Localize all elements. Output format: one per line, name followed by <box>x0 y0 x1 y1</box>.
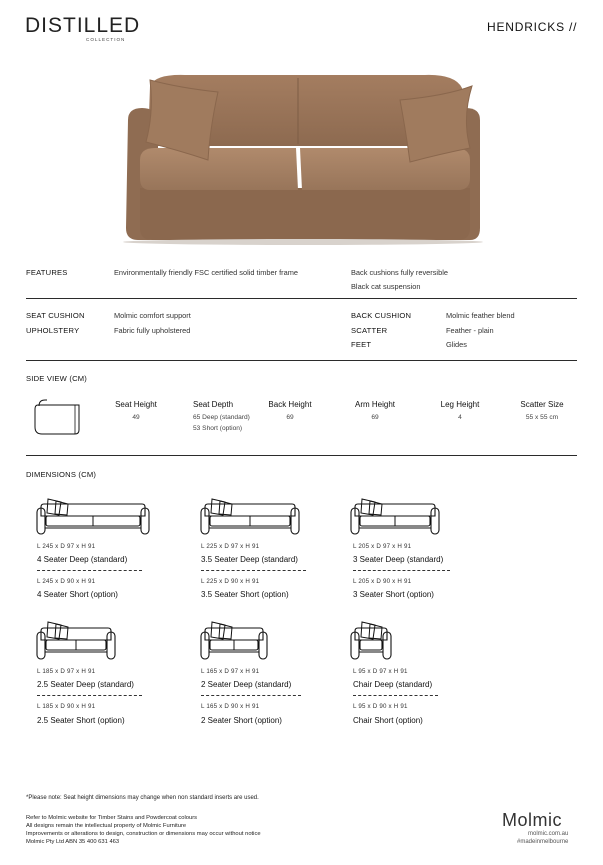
dimension-name: Chair Deep (standard) <box>353 680 433 689</box>
side-view-col-title: Seat Depth <box>193 400 234 409</box>
dimension-name: 3.5 Seater Deep (standard) <box>201 555 298 564</box>
features-label: FEATURES <box>26 268 68 277</box>
side-view-col-seat-depth <box>193 400 250 432</box>
spec-label-scatter: SCATTER <box>351 326 388 335</box>
spec-value-upholstery: Fabric fully upholstered <box>114 326 191 335</box>
footer-line: All designs remain the intellectual property of Molmic Furniture <box>26 823 187 829</box>
divider <box>26 455 577 456</box>
side-view-col-value: 4 <box>458 414 462 421</box>
divider <box>26 360 577 361</box>
divider <box>26 298 577 299</box>
dimension-name: 2.5 Seater Short (option) <box>37 716 125 725</box>
side-view-col-value: 55 x 55 cm <box>525 414 559 421</box>
side-view-col-arm-height <box>353 400 397 421</box>
dimension-measurement: L 185 x D 90 x H 91 <box>37 703 96 710</box>
side-view-col-value: 49 <box>132 414 140 421</box>
feature-item: Black cat suspension <box>351 282 421 291</box>
dimension-name: 4 Seater Short (option) <box>37 590 118 599</box>
sofa-photo <box>110 68 495 246</box>
sofa-3-5-seater-diagram <box>200 496 300 536</box>
dimension-measurement: L 95 x D 90 x H 91 <box>353 703 408 710</box>
side-view-col-scatter-size <box>518 400 566 421</box>
logo-wordmark: DISTILLED <box>25 14 141 37</box>
dimension-measurement: L 225 x D 90 x H 91 <box>201 578 260 585</box>
brand-website: molmic.com.au <box>528 831 569 837</box>
dimension-measurement: L 225 x D 97 x H 91 <box>201 543 260 550</box>
dimension-measurement: L 185 x D 97 x H 91 <box>37 668 96 675</box>
footer-line: Improvements or alterations to design, construction or dimensions may occur without notice <box>26 831 261 837</box>
side-view-col-seat-height <box>114 400 158 421</box>
feature-item: Back cushions fully reversible <box>351 268 448 277</box>
side-view-col-leg-height <box>438 400 482 421</box>
dashed-divider <box>37 570 142 571</box>
dimension-measurement: L 95 x D 97 x H 91 <box>353 668 408 675</box>
footer-line: Molmic Pty Ltd ABN 35 400 631 463 <box>26 839 120 845</box>
dimension-measurement: L 165 x D 90 x H 91 <box>201 703 260 710</box>
side-view-col-title: Leg Height <box>440 400 480 409</box>
logo-subtitle: COLLECTION <box>86 37 126 42</box>
dimensions-title: DIMENSIONS (CM) <box>26 470 97 479</box>
side-view-title: SIDE VIEW (CM) <box>26 374 88 383</box>
sofa-2-5-seater-diagram <box>36 619 116 661</box>
dimension-measurement: L 245 x D 97 x H 91 <box>37 543 96 550</box>
spec-value-back-cushion: Molmic feather blend <box>446 311 515 320</box>
dashed-divider <box>353 570 450 571</box>
side-view-col-value: 69 <box>286 414 294 421</box>
dimension-measurement: L 245 x D 90 x H 91 <box>37 578 96 585</box>
brand-logo: Molmic <box>502 810 562 830</box>
side-view-diagram <box>33 397 81 437</box>
spec-label-seat-cushion: SEAT CUSHION <box>26 311 85 320</box>
dimension-name: 3.5 Seater Short (option) <box>201 590 289 599</box>
spec-value-feet: Glides <box>446 340 467 349</box>
dashed-divider <box>201 695 301 696</box>
dimension-name: 4 Seater Deep (standard) <box>37 555 128 564</box>
sofa-2-seater-diagram <box>200 619 268 661</box>
spec-value-scatter: Feather - plain <box>446 326 494 335</box>
side-view-col-back-height <box>266 400 314 421</box>
sofa-3-seater-diagram <box>350 496 440 536</box>
dimension-measurement: L 205 x D 90 x H 91 <box>353 578 412 585</box>
spec-label-back-cushion: BACK CUSHION <box>351 311 412 320</box>
dimension-name: 3 Seater Deep (standard) <box>353 555 444 564</box>
dimension-name: Chair Short (option) <box>353 716 423 725</box>
side-view-col-title: Back Height <box>268 400 312 409</box>
spec-value-seat-cushion: Molmic comfort support <box>114 311 191 320</box>
product-name: HENDRICKS // <box>487 20 578 34</box>
footer-line: Refer to Molmic website for Timber Stains and Powdercoat colours <box>26 815 198 821</box>
dashed-divider <box>37 695 142 696</box>
dimension-measurement: L 205 x D 97 x H 91 <box>353 543 412 550</box>
side-view-col-value: 65 Deep (standard) <box>193 414 250 421</box>
side-view-col-title: Seat Height <box>115 400 157 409</box>
dashed-divider <box>353 695 438 696</box>
feature-item: Environmentally friendly FSC certified solid timber frame <box>114 268 299 277</box>
side-view-col-value: 69 <box>371 414 379 421</box>
dimension-name: 3 Seater Short (option) <box>353 590 434 599</box>
spec-label-feet: FEET <box>351 340 372 349</box>
dimension-name: 2.5 Seater Deep (standard) <box>37 680 134 689</box>
chair-diagram <box>350 619 392 661</box>
dimension-name: 2 Seater Deep (standard) <box>201 680 292 689</box>
side-view-col-title: Arm Height <box>354 400 395 409</box>
brand-hashtag: #madeinmelbourne <box>517 839 569 845</box>
side-view-col-title: Scatter Size <box>520 400 564 409</box>
sofa-4-seater-diagram <box>36 496 150 536</box>
dashed-divider <box>201 570 306 571</box>
side-view-col-value: 53 Short (option) <box>193 425 243 432</box>
dimension-name: 2 Seater Short (option) <box>201 716 282 725</box>
footnote: *Please note: Seat height dimensions may change when non standard inserts are used. <box>26 795 259 801</box>
spec-label-upholstery: UPHOLSTERY <box>26 326 80 335</box>
dimension-measurement: L 165 x D 97 x H 91 <box>201 668 260 675</box>
